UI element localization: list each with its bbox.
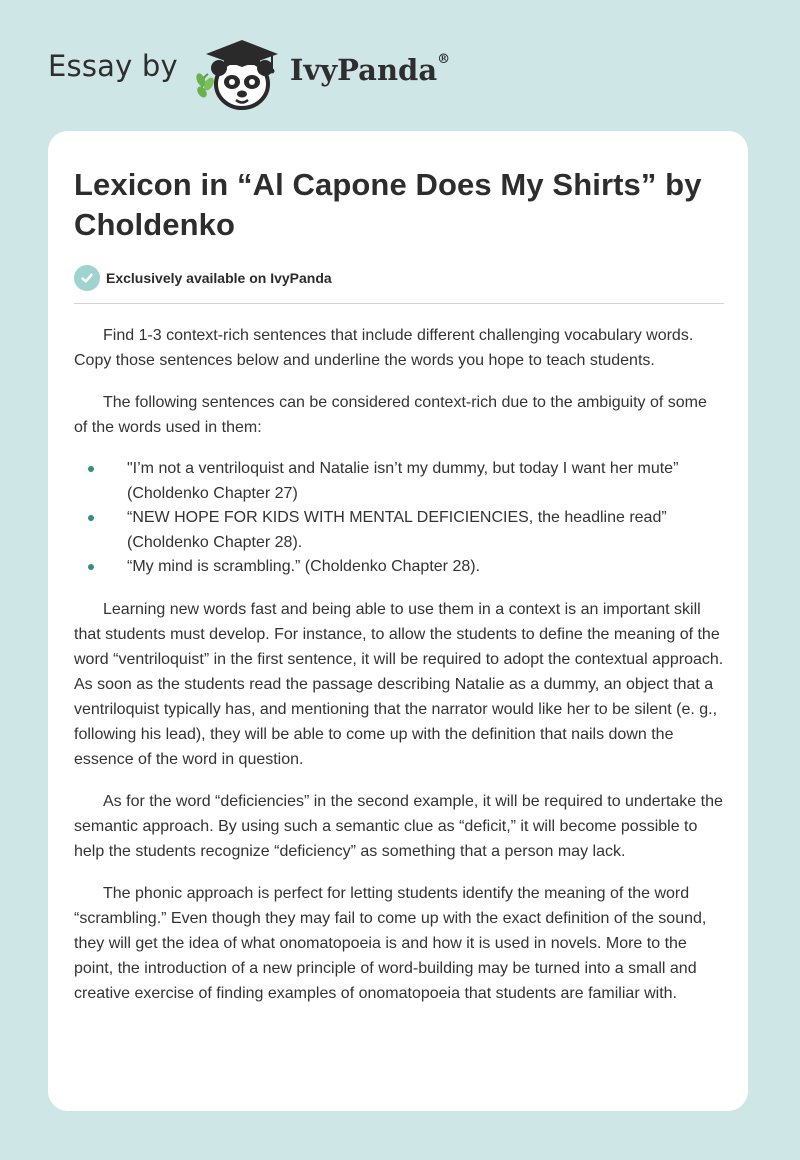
essay-by-label: Essay by — [48, 49, 178, 83]
paragraph: As for the word “deficiencies” in the second example, it will be required to undertake the semantic approach. By using such a semantic clue as “deficit,” it will become possible to help the students recognize “deficiency” as something that a person may lack. — [74, 792, 723, 860]
paragraph: Learning new words fast and being able to use them in a context is an important skill that students must develop. For instance, to allow the students to define the meaning of the word “ventriloquist” in the first sentence, it will be required to adopt the contextual approach. As soon as the students read the passage describing Natalie as a dummy, an object that a ventriloquist typically has, and mentioning that the narrator would like her to be silent (e. g., following his lead), they will be able to come up with the definition that nails down the essence of the word in question. — [74, 600, 724, 768]
exclusive-badge — [74, 265, 724, 291]
list-item — [74, 555, 724, 580]
panda-logo-icon[interactable] — [192, 34, 284, 110]
bullet-icon — [88, 466, 94, 472]
checkmark-icon — [74, 265, 100, 291]
registered-mark: ® — [437, 52, 451, 68]
paragraph: The phonic approach is perfect for letting students identify the meaning of the word “scrambling.” Even though they may fail to come up with the exact definition of the sound, they will get the idea of what onomatopoeia is and how it is used in novels. More to the point, the introduction of a new principle of word-building may be turned into a small and creative exercise of finding examples of onomatopoeia that students are familiar with. — [74, 884, 707, 1002]
example-sentences-list — [74, 457, 724, 580]
list-item-text: “My mind is scrambling.” (Choldenko Chapter 28). — [127, 558, 481, 575]
list-item — [74, 457, 724, 506]
brand-text: IvyPanda — [289, 53, 438, 87]
list-item-text: "I’m not a ventriloquist and Natalie isn’t my dummy, but today I want her mute” (Choldenko Chapter 27) — [127, 460, 679, 502]
list-item — [74, 506, 724, 555]
badge-text: Exclusively available on IvyPanda — [106, 270, 332, 286]
leaf-icon — [194, 72, 216, 99]
paragraph: Find 1-3 context-rich sentences that include different challenging vocabulary words. Copy those sentences below and underline the words you hope to teach students. — [74, 327, 694, 369]
list-item-text: “NEW HOPE FOR KIDS WITH MENTAL DEFICIENCIES, the headline read” (Choldenko Chapter 28). — [127, 509, 667, 551]
bullet-icon — [88, 515, 94, 521]
brand-name[interactable] — [290, 53, 450, 87]
divider — [74, 303, 724, 304]
essay-card — [48, 131, 748, 1111]
site-header — [48, 32, 450, 112]
essay-content — [74, 165, 724, 1006]
bullet-icon — [88, 564, 94, 570]
paragraph: The following sentences can be considered context-rich due to the ambiguity of some of the words used in them: — [74, 394, 707, 436]
essay-title: Lexicon in “Al Capone Does My Shirts” by Choldenko — [74, 167, 702, 242]
